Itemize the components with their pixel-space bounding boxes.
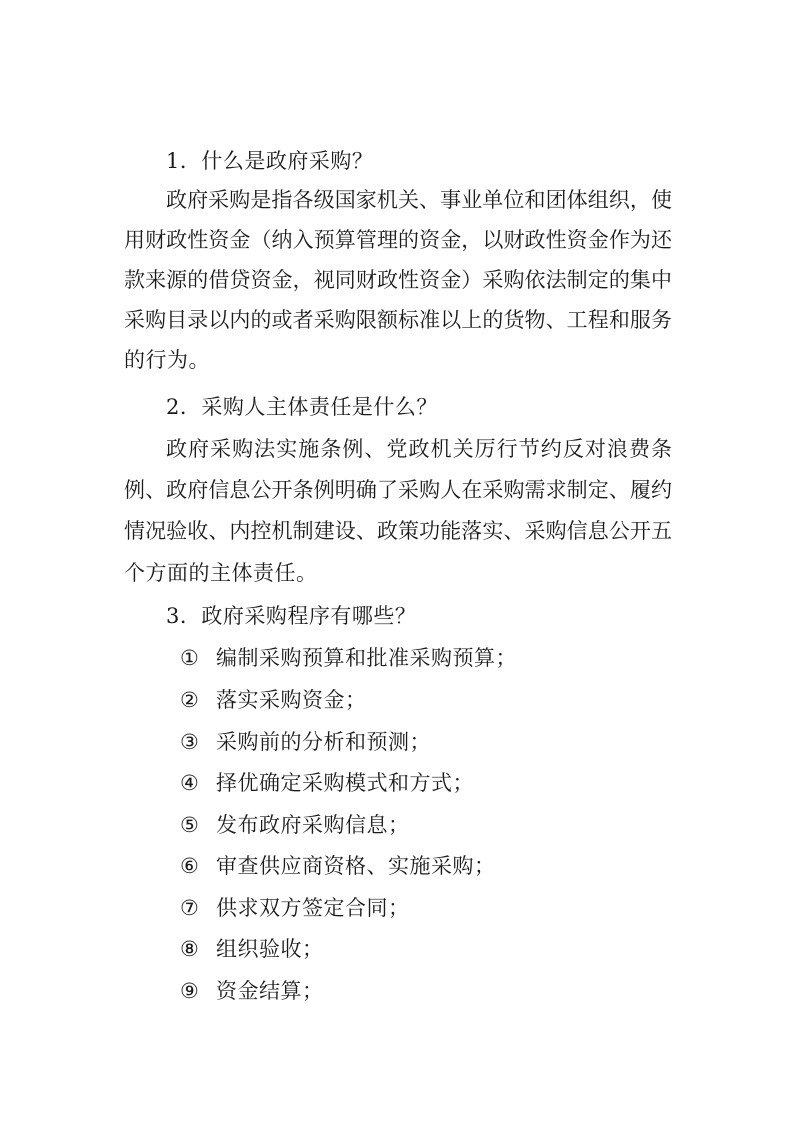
section-2-paragraph-line: 个方面的主体责任。 [124, 561, 318, 585]
step-text: 资金结算； [216, 979, 324, 1003]
step-text: 编制采购预算和批准采购预算； [216, 646, 517, 670]
step-number: ⑧ [180, 937, 200, 961]
step-number: ② [180, 688, 200, 712]
step-number: ⑤ [180, 813, 200, 837]
section-1-paragraph-line: 采购目录以内的或者采购限额标准以上的货物、工程和服务 [124, 308, 672, 332]
procedure-step [180, 813, 410, 837]
procedure-step [180, 688, 367, 712]
step-number: ④ [180, 771, 200, 795]
procedure-step [180, 730, 431, 754]
step-number: ⑨ [180, 979, 200, 1003]
procedure-step [180, 937, 324, 961]
step-number: ⑥ [180, 854, 200, 878]
procedure-step [180, 854, 496, 878]
section-3-heading: 3．政府采购程序有哪些？ [166, 604, 417, 628]
step-text: 组织验收； [216, 937, 324, 961]
step-text: 发布政府采购信息； [216, 813, 410, 837]
step-text: 采购前的分析和预测； [216, 730, 431, 754]
section-2-paragraph-line: 情况验收、内控机制建设、政策功能落实、采购信息公开五 [124, 519, 672, 543]
step-number: ③ [180, 730, 200, 754]
procedure-step [180, 646, 517, 670]
step-text: 供求双方签定合同； [216, 896, 410, 920]
step-text: 落实采购资金； [216, 688, 367, 712]
section-1-paragraph-line: 用财政性资金（纳入预算管理的资金，以财政性资金作为还 [124, 228, 672, 252]
section-2-paragraph-line: 例、政府信息公开条例明确了采购人在采购需求制定、履约 [124, 478, 672, 502]
section-1-paragraph-line: 的行为。 [124, 348, 210, 372]
step-text: 择优确定采购模式和方式； [216, 771, 474, 795]
procedure-step [180, 771, 474, 795]
procedure-step [180, 979, 324, 1003]
section-1-heading: 1．什么是政府采购？ [166, 149, 374, 173]
step-text: 审查供应商资格、实施采购； [216, 854, 496, 878]
step-number: ⑦ [180, 896, 200, 920]
section-1-paragraph-line: 政府采购是指各级国家机关、事业单位和团体组织，使 [166, 188, 672, 212]
section-2-heading: 2．采购人主体责任是什么？ [166, 395, 438, 419]
step-number: ① [180, 646, 200, 670]
section-1-paragraph-line: 款来源的借贷资金，视同财政性资金）采购依法制定的集中 [124, 268, 672, 292]
section-2-paragraph-line: 政府采购法实施条例、党政机关厉行节约反对浪费条 [166, 437, 672, 461]
procedure-step [180, 896, 410, 920]
